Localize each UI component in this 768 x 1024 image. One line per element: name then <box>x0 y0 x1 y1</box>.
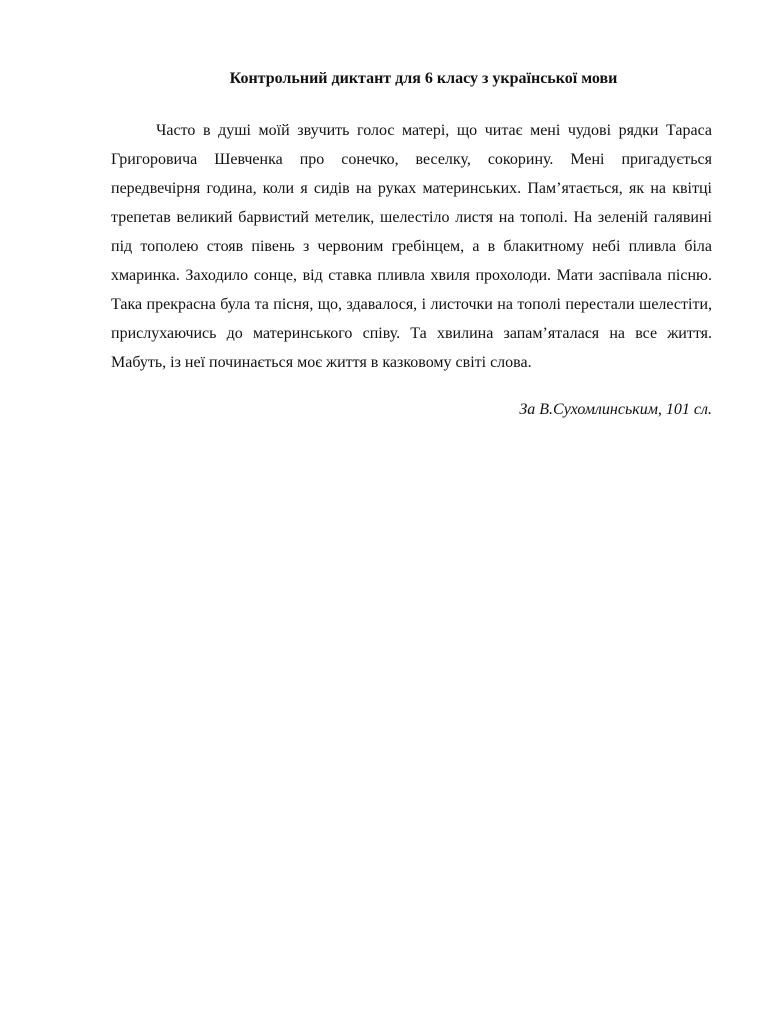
source-attribution: За В.Сухомлинським, 101 сл. <box>519 401 712 418</box>
document-title: Контрольний диктант для 6 класу з української мови <box>229 70 618 87</box>
dictation-text: Часто в душі моїй звучить голос матері, що читає мені чудові рядки Тараса Григоровича Шевченка про сонечко, веселку, сокорину. Мені пригадується передвечірня година, коли я сидів на руках материнських. Пам’ятається, як на квітці трепетав великий барвистий метелик, шелестіло листя на тополі. На зеленій галявині під тополею стояв півень з червоним гребінцем, а в блакитному небі пливла біла хмаринка. Заходило сонце, від ставка пливла хвиля прохолоди. Мати заспівала пісню. Така прекрасна була та пісня, що, здавалося, і листочки на тополі перестали шелестіти, прислухаючись до материнського співу. Та хвилина запам’яталася на все життя. Мабуть, із неї починається моє життя в казковому світі слова. <box>111 122 712 371</box>
